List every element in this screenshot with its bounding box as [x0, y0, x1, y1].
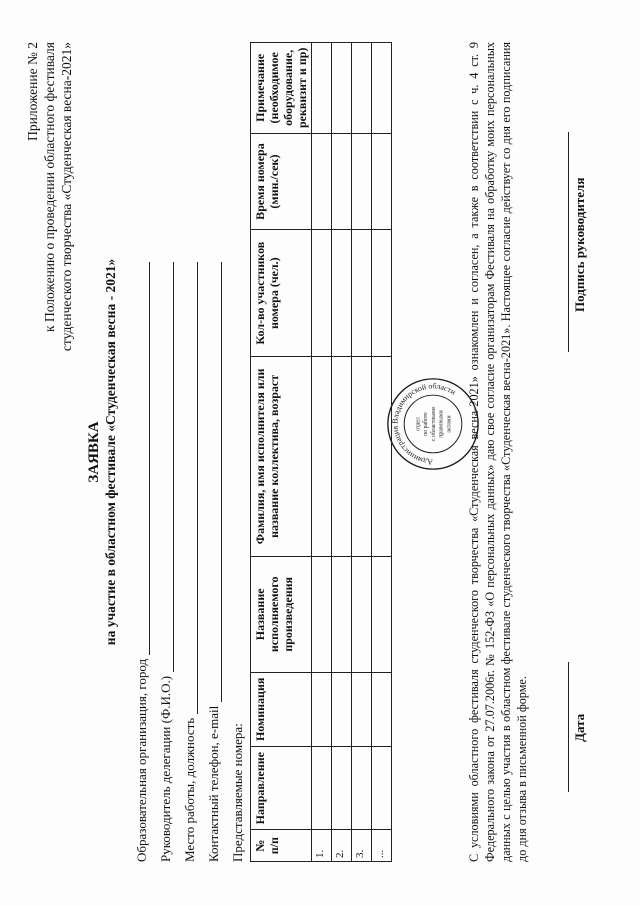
col-header-note: Примечание (необходимое оборудование, реквизит и пр) [251, 43, 312, 134]
table-cell[interactable] [332, 556, 352, 672]
appendix-line-2: к Положению о проведении областного фестиваля [42, 42, 57, 332]
row-number: 2. [332, 830, 352, 862]
appendix-line-3: студенческого творчества «Студенческая весна-2021» [59, 42, 74, 352]
date-signature-line[interactable] [568, 662, 569, 792]
col-header-number: № п/п [251, 830, 312, 862]
field-organization-line[interactable] [137, 262, 150, 655]
table-cell[interactable] [352, 43, 372, 134]
table-cell[interactable] [372, 556, 392, 672]
field-organization-label: Образовательная организация, город [134, 658, 149, 862]
table-cell[interactable] [352, 230, 372, 356]
field-contact-label: Контактный телефон, e-mail [206, 705, 221, 862]
table-cell[interactable] [332, 746, 352, 830]
row-number: ... [372, 830, 392, 862]
table-cell[interactable] [312, 746, 332, 830]
table-cell[interactable] [372, 43, 392, 134]
table-cell[interactable] [332, 133, 352, 230]
col-header-performer: Фамилия, имя исполнителя или название коллектива, возраст [251, 356, 312, 556]
table-cell[interactable] [372, 672, 392, 746]
appendix-header [24, 42, 75, 351]
col-header-nomination: Номинация [251, 672, 312, 746]
field-organization [134, 262, 150, 862]
field-work-position-label: Место работы, должность [182, 717, 197, 862]
stamp-center-line-3: с областными [430, 407, 437, 441]
table-row [312, 43, 332, 862]
table-row [332, 43, 352, 862]
appendix-line-1: Приложение № 2 [25, 42, 40, 141]
represented-numbers-label: Представляемые номера: [230, 723, 245, 862]
table-cell[interactable] [372, 230, 392, 356]
table-cell[interactable] [312, 556, 332, 672]
table-cell[interactable] [312, 133, 332, 230]
table-cell[interactable] [352, 746, 372, 830]
numbers-table [250, 42, 392, 862]
stamp-ring-text: Администрация Владимирской области [390, 381, 458, 467]
stamp-center-line-2: по работе [423, 412, 430, 436]
stamp-center-line-1: отдел [415, 417, 422, 431]
col-header-duration: Время номера (мин./сек) [251, 133, 312, 230]
table-cell[interactable] [332, 356, 352, 556]
field-delegation-head-line[interactable] [161, 262, 174, 672]
table-cell[interactable] [332, 672, 352, 746]
table-cell[interactable] [332, 43, 352, 134]
row-number: 3. [352, 830, 372, 862]
table-cell[interactable] [352, 672, 372, 746]
table-cell[interactable] [312, 356, 332, 556]
col-header-participants: Кол-во участников номера (чел.) [251, 230, 312, 356]
field-contact [206, 262, 222, 862]
field-delegation-head [158, 262, 174, 862]
table-cell[interactable] [332, 230, 352, 356]
table-cell[interactable] [372, 746, 392, 830]
stamp-center-line-5: актами [446, 415, 453, 433]
table-header-row [251, 43, 312, 862]
table-cell[interactable] [352, 356, 372, 556]
col-header-piece-title: Название исполняемого произведения [251, 556, 312, 672]
consent-paragraph: С условиями областного фестиваля студенческого творчества «Студенческая весна-2021» ознакомлен и согласен, а также в соответствии с ч. 4 ст. 9 Федерального закона от 27.07.2006г. № 152-ФЗ «О персональных данных» даю свое согласие организаторам Фестиваля на обработку моих персональных данных с целью участия в областном фестивале студенческого творчества «Студенческая весна-2021». Настоящее согласие действует со дня его подписания до дня отзыва в письменной форме. [467, 42, 529, 862]
date-label: Дата [572, 713, 587, 742]
field-delegation-head-label: Руководитель делегации (Ф.И.О.) [158, 675, 173, 862]
official-stamp [385, 376, 481, 472]
table-cell[interactable] [312, 230, 332, 356]
col-header-direction: Направление [251, 746, 312, 830]
row-number: 1. [312, 830, 332, 862]
stamp-center-line-4: правовыми [438, 410, 445, 438]
table-cell[interactable] [372, 133, 392, 230]
table-cell[interactable] [352, 133, 372, 230]
field-work-position [182, 262, 198, 862]
rotated-form-sheet [10, 12, 630, 892]
table-cell[interactable] [312, 672, 332, 746]
field-work-position-line[interactable] [185, 262, 198, 714]
head-signature-line[interactable] [568, 132, 569, 352]
table-cell[interactable] [352, 556, 372, 672]
field-contact-line[interactable] [209, 262, 222, 702]
table-row [352, 43, 372, 862]
table-cell[interactable] [312, 43, 332, 134]
form-title-sub: на участие в областном фестивале «Студенческая весна - 2021» [103, 258, 118, 646]
head-signature-label: Подпись руководителя [572, 177, 587, 312]
form-title [86, 12, 119, 892]
form-title-main: ЗАЯВКА [86, 421, 102, 483]
